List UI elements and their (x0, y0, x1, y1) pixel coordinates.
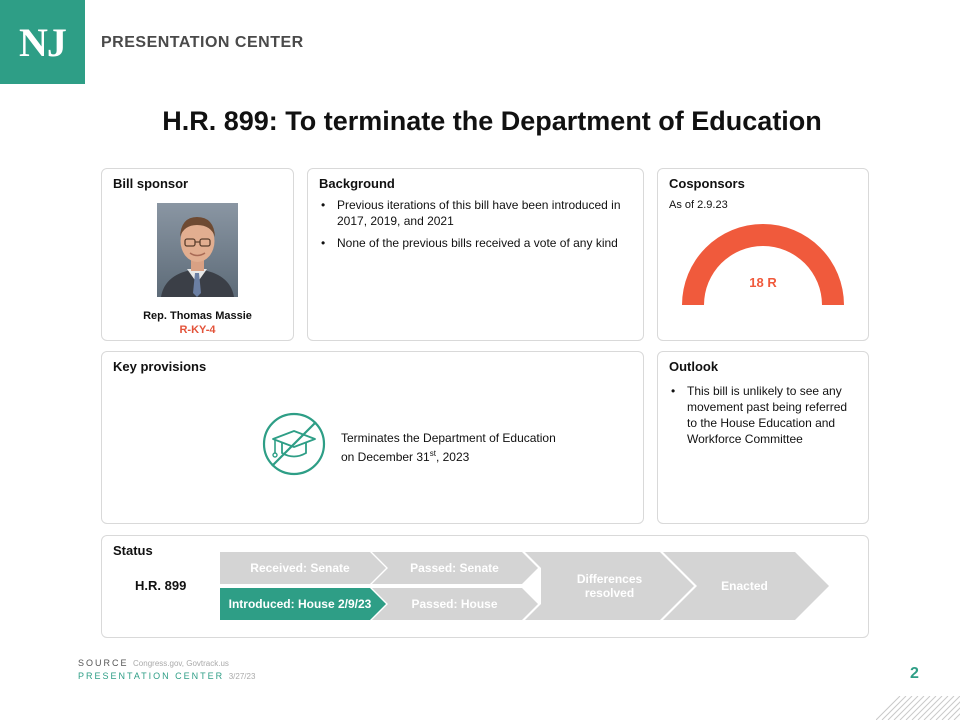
list-item: • None of the previous bills received a vote of any kind (319, 235, 629, 251)
stage-introduced-house: Introduced: House 2/9/23 (228, 597, 372, 611)
status-bill-number: H.R. 899 (135, 578, 187, 593)
bill-sponsor-card (101, 168, 294, 341)
key-provisions-card (101, 351, 644, 524)
gauge-arc (682, 224, 844, 305)
cosponsors-card (657, 168, 869, 341)
source-value: Congress.gov, Govtrack.us (133, 659, 229, 668)
background-card (307, 168, 644, 341)
background-heading: Background (319, 176, 395, 191)
key-provisions-heading: Key provisions (113, 359, 207, 374)
no-graduation-cap-icon (261, 411, 327, 477)
outlook-card (657, 351, 869, 524)
provision-text (341, 430, 571, 465)
cosponsors-gauge (680, 219, 846, 307)
background-list (319, 197, 629, 257)
stage-received-senate: Received: Senate (250, 561, 350, 575)
cosponsors-as-of: As of 2.9.23 (669, 199, 728, 211)
footer-date: 3/27/23 (228, 672, 256, 681)
sponsor-photo (157, 203, 238, 297)
stage-enacted: Enacted (721, 579, 768, 593)
sponsor-portrait-icon (157, 203, 238, 297)
sponsor-party: R-KY-4 (179, 324, 216, 336)
footer-brand: PRESENTATION CENTER (78, 671, 225, 681)
status-card (101, 535, 869, 638)
logo-text: NJ (19, 19, 66, 65)
stage-differences-resolved: Differences resolved (576, 572, 643, 600)
cosponsors-count: 18 R (749, 275, 777, 290)
nj-logo (0, 0, 85, 84)
source-line (78, 658, 229, 668)
page-title: H.R. 899: To terminate the Department of Education (162, 106, 822, 136)
status-heading: Status (113, 543, 153, 558)
stage-passed-house: Passed: House (411, 597, 498, 611)
bill-sponsor-heading: Bill sponsor (113, 176, 189, 191)
provision-text-end: , 2023 (435, 450, 470, 464)
provision-text-sup: st (429, 449, 436, 458)
page-number: 2 (910, 665, 919, 682)
source-label: SOURCE (78, 658, 129, 668)
cosponsors-heading: Cosponsors (669, 176, 745, 191)
brand-name: PRESENTATION CENTER (101, 34, 304, 51)
provision-text-main: Terminates the Department of Education on December 31 (341, 431, 556, 464)
stage-passed-senate: Passed: Senate (410, 561, 499, 575)
list-item: • This bill is unlikely to see any movement past being referred to the House Education and Workforce Committee (669, 383, 859, 447)
sponsor-name: Rep. Thomas Massie (143, 310, 252, 322)
list-item: • Previous iterations of this bill have been introduced in 2017, 2019, and 2021 (319, 197, 629, 229)
decorative-stripes (876, 696, 960, 720)
outlook-heading: Outlook (669, 359, 719, 374)
footer-credit (78, 671, 255, 681)
outlook-list (669, 383, 859, 453)
